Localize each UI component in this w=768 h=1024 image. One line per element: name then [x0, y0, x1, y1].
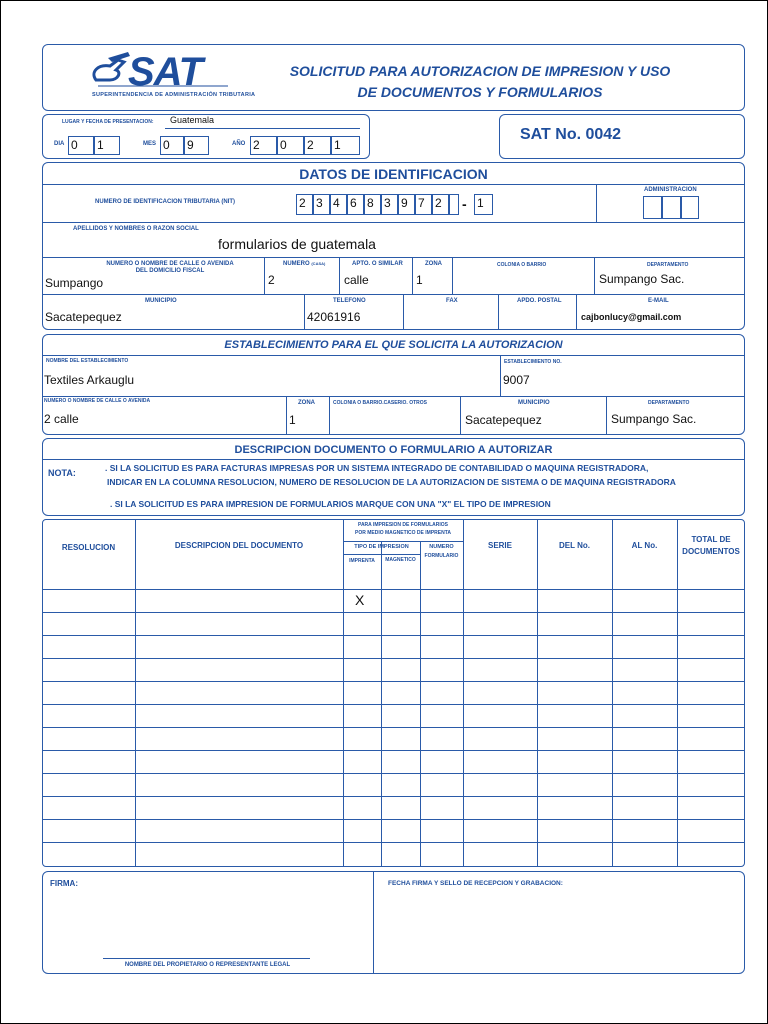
col-magnetico: MAGNETICO: [385, 557, 416, 563]
nit-digit[interactable]: 4: [330, 194, 347, 215]
est-calle-label: NUMERO O NOMBRE DE CALLE O AVENIDA: [44, 398, 151, 404]
table-row: [42, 612, 745, 613]
month-digit-1[interactable]: 0: [160, 136, 184, 155]
nota-label: NOTA:: [48, 468, 76, 478]
table-row: [42, 704, 745, 705]
logo-text: SAT: [128, 50, 203, 94]
est-colonia-label: COLONIA O BARRIO.CASERIO. OTROS: [333, 400, 427, 406]
nota-line-1: . SI LA SOLICITUD ES PARA FACTURAS IMPRESAS POR UN SISTEMA INTEGRADO DE CONTABILIDAD O MAQUINA REGISTRADORA,: [105, 463, 649, 473]
table-row: [42, 842, 745, 843]
col-descripcion: DESCRIPCION DEL DOCUMENTO: [174, 541, 304, 550]
recepcion-label: FECHA FIRMA Y SELLO DE RECEPCION Y GRABACION:: [388, 880, 563, 887]
est-zona-label: ZONA: [298, 400, 315, 406]
name-value[interactable]: formularios de guatemala: [218, 236, 376, 252]
est-zona-value[interactable]: 1: [289, 413, 296, 427]
col-imprenta: IMPRENTA: [349, 558, 375, 564]
nit-digit[interactable]: 2: [296, 194, 313, 215]
calle-label-2: DEL DOMICILIO FISCAL: [135, 268, 205, 274]
nit-digit[interactable]: 6: [347, 194, 364, 215]
nit-check-digit[interactable]: 1: [474, 194, 493, 215]
identificacion-box: [42, 162, 745, 330]
est-calle-value[interactable]: 2 calle: [44, 412, 79, 426]
apdo-label: APDO. POSTAL: [517, 298, 562, 304]
administracion-label: ADMINISTRACION: [644, 187, 697, 193]
est-nombre-value[interactable]: Textiles Arkauglu: [44, 373, 135, 387]
fax-label: FAX: [446, 298, 458, 304]
place-value[interactable]: Guatemala: [170, 115, 215, 125]
year-digit-1[interactable]: 2: [250, 136, 277, 155]
apto-value[interactable]: calle: [344, 273, 369, 287]
nit-digit[interactable]: 9: [398, 194, 415, 215]
email-label: E-MAIL: [648, 298, 669, 304]
table-row: [42, 773, 745, 774]
zona-label: ZONA: [425, 261, 442, 267]
nit-digit[interactable]: 3: [313, 194, 330, 215]
table-row: [42, 589, 745, 590]
telefono-label: TELEFONO: [333, 298, 366, 304]
zona-value[interactable]: 1: [416, 273, 423, 287]
descripcion-title: DESCRIPCION DOCUMENTO O FORMULARIO A AUTORIZAR: [234, 444, 553, 456]
administracion-box-3[interactable]: [681, 196, 699, 219]
col-tipo: TIPO DE IMPRESION: [354, 544, 409, 550]
sat-number: SAT No. 0042: [520, 126, 622, 143]
calle-label: NUMERO O NOMBRE DE CALLE O AVENIDA: [106, 261, 234, 267]
nit-digit[interactable]: 3: [381, 194, 398, 215]
col-al: AL No.: [631, 541, 658, 550]
email-value[interactable]: cajbonlucy@gmail.com: [581, 312, 682, 322]
table-row: [42, 727, 745, 728]
est-depto-label: DEPARTAMENTO: [648, 400, 690, 406]
numero-label: [283, 261, 325, 267]
col-group-line1: PARA IMPRESION DE FORMULARIOS: [357, 522, 448, 528]
form-title-line2: DE DOCUMENTOS Y FORMULARIOS: [357, 84, 603, 100]
numero-value[interactable]: 2: [268, 273, 275, 287]
month-label: MES: [143, 141, 157, 147]
municipio-value[interactable]: Sacatepequez: [45, 310, 122, 324]
nit-dash-box: [449, 194, 459, 215]
telefono-value[interactable]: 42061916: [307, 310, 361, 324]
calle-value[interactable]: Sumpango: [45, 276, 104, 290]
imprenta-mark[interactable]: X: [355, 592, 365, 608]
table-row: [42, 658, 745, 659]
apto-label: APTO. O SIMILAR: [352, 261, 403, 267]
nit-digit[interactable]: 7: [415, 194, 432, 215]
day-digit-2[interactable]: 1: [94, 136, 120, 155]
depto-value[interactable]: Sumpango Sac.: [599, 272, 685, 286]
col-formulario: FORMULARIO: [424, 553, 459, 559]
documents-table: [42, 519, 745, 867]
name-label: APELLIDOS Y NOMBRES O RAZON SOCIAL: [73, 226, 199, 232]
colonia-label: COLONIA O BARRIO: [497, 262, 547, 268]
year-label: AÑO: [232, 141, 246, 147]
establecimiento-title: ESTABLECIMIENTO PARA EL QUE SOLICITA LA AUTORIZACION: [224, 339, 563, 351]
month-digit-2[interactable]: 9: [184, 136, 209, 155]
est-numero-value[interactable]: 9007: [503, 373, 530, 387]
table-row: [42, 681, 745, 682]
place-label: LUGAR Y FECHA DE PRESENTACION:: [62, 119, 154, 125]
nit-digit[interactable]: 2: [432, 194, 449, 215]
col-resolucion: RESOLUCION: [61, 543, 116, 552]
est-municipio-value[interactable]: Sacatepequez: [465, 413, 542, 427]
numero-label-text: NUMERO: [283, 261, 310, 267]
identificacion-title: DATOS DE IDENTIFICACION: [299, 166, 488, 182]
municipio-label: MUNICIPIO: [145, 298, 177, 304]
nit-label: NUMERO DE IDENTIFICACION TRIBUTARIA (NIT): [95, 199, 235, 205]
nit-dash: -: [462, 196, 467, 212]
table-row: [42, 796, 745, 797]
est-nombre-label: NOMBRE DEL ESTABLECIMIENTO: [46, 358, 129, 364]
administracion-box-1[interactable]: [643, 196, 662, 219]
col-serie: SERIE: [487, 541, 512, 550]
nota-line-3: . SI LA SOLICITUD ES PARA IMPRESION DE FORMULARIOS MARQUE CON UNA "X" EL TIPO DE IMPRESION: [110, 499, 551, 509]
year-digit-3[interactable]: 2: [304, 136, 331, 155]
year-digit-2[interactable]: 0: [277, 136, 304, 155]
administracion-box-2[interactable]: [662, 196, 681, 219]
depto-label: DEPARTAMENTO: [647, 262, 689, 268]
col-del: DEL No.: [559, 541, 590, 550]
form-title-line1: SOLICITUD PARA AUTORIZACION DE IMPRESION Y USO: [289, 63, 671, 79]
col-group-line2: POR MEDIO MAGNETICO DE IMPRENTA: [354, 530, 452, 536]
logo-subtitle: SUPERINTENDENCIA DE ADMINISTRACIÓN TRIBUTARIA: [92, 92, 256, 98]
est-numero-label: ESTABLECIMIENTO NO.: [504, 359, 562, 365]
nota-line-2: INDICAR EN LA COLUMNA RESOLUCION, NUMERO DE RESOLUCION DE LA AUTORIZACION DE SISTEMA O DE MAQUINA REGISTRADORA: [107, 477, 676, 487]
year-digit-4[interactable]: 1: [331, 136, 360, 155]
col-total-line1: TOTAL DE: [691, 535, 731, 544]
day-label: DIA: [54, 141, 65, 147]
est-depto-value[interactable]: Sumpango Sac.: [611, 412, 697, 426]
numero-label-small: (CASA): [311, 261, 326, 266]
propietario-label: NOMBRE DEL PROPIETARIO O REPRESENTANTE LEGAL: [124, 962, 291, 968]
table-row: [42, 750, 745, 751]
col-total-line2: DOCUMENTOS: [682, 547, 740, 556]
est-municipio-label: MUNICIPIO: [518, 400, 550, 406]
col-numero: NUMERO: [429, 544, 454, 550]
table-row: [42, 819, 745, 820]
table-row: [42, 635, 745, 636]
nit-digit[interactable]: 8: [364, 194, 381, 215]
day-digit-1[interactable]: 0: [68, 136, 94, 155]
firma-label: FIRMA:: [50, 879, 78, 888]
